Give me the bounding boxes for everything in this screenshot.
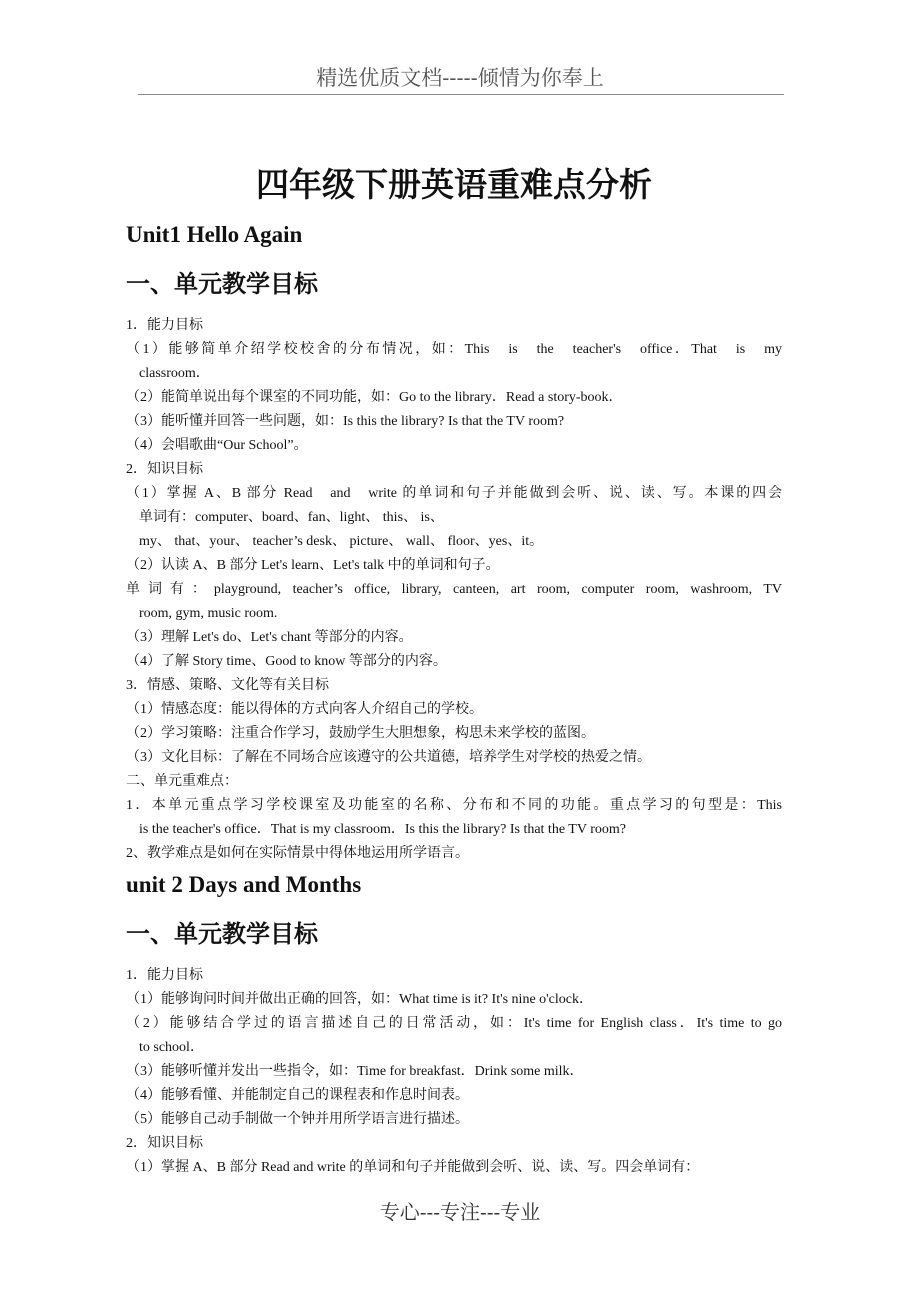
list-item: （1）能够简单介绍学校校舍的分布情况，如：This is the teacher's office．That is my [126,342,782,357]
list-item: 单词有：computer、board、fan、light、 this、 is、 [139,510,444,525]
list-item: （5）能够自己动手制做一个钟并用所学语言进行描述。 [126,1112,469,1127]
page-header: 精选优质文档-----倾情为你奉上 [316,66,604,90]
list-item: my、 that、your、 teacher’s desk、 picture、 wall、 floor、yes、it。 [139,534,544,549]
unit2-section-goals: 一、单元教学目标 [126,920,318,948]
list-item: 2、教学难点是如何在实际情景中得体地运用所学语言。 [126,846,469,861]
header-divider [138,94,784,95]
list-item: （3）能听懂并回答一些问题，如：Is this the library? Is that the TV room? [126,414,565,429]
document-body [126,160,782,1180]
list-item: （2）认读 A、B 部分 Let's learn、Let's talk 中的单词和句子。 [126,558,500,573]
unit1-ability-title: 1．能力目标 [126,318,203,333]
unit1-section-key-points: 二、单元重难点： [126,774,238,789]
list-item: （1）掌握 A、B 部分 Read and write 的单词和句子并能做到会听、说、读、写。四会单词有： [126,1160,700,1175]
list-item: （4）会唱歌曲“Our School”。 [126,438,308,453]
list-item: （1）情感态度：能以得体的方式向客人介绍自己的学校。 [126,702,483,717]
list-item: room, gym, music room. [139,606,278,621]
unit1-section-goals: 一、单元教学目标 [126,270,318,298]
document-title: 四年级下册英语重难点分析 [256,165,652,204]
unit1-knowledge-title: 2．知识目标 [126,462,203,477]
list-item: （1）掌握 A、B 部分 Read and write 的单词和句子并能做到会听、说、读、写。本课的四会 [126,486,782,501]
unit2-knowledge-title: 2．知识目标 [126,1136,203,1151]
list-item: （2）学习策略：注重合作学习，鼓励学生大胆想象，构思未来学校的蓝图。 [126,726,595,741]
list-item: to school． [139,1040,204,1055]
list-item: （2）能够结合学过的语言描述自己的日常活动，如：It's time for English class．It's time to go [126,1016,782,1031]
unit2-ability-title: 1．能力目标 [126,968,203,983]
unit2-heading: unit 2 Days and Months [126,872,362,897]
list-item: is the teacher's office．That is my classroom．Is this the library? Is that the TV room? [139,822,626,837]
list-item: （3）文化目标：了解在不同场合应该遵守的公共道德，培养学生对学校的热爱之情。 [126,750,651,765]
list-item: classroom． [139,366,210,381]
list-item: （4）能够看懂、并能制定自己的课程表和作息时间表。 [126,1088,469,1103]
list-item: （1）能够询问时间并做出正确的回答，如：What time is it? It's nine o'clock． [126,992,593,1007]
list-item: 单词有：playground, teacher’s office, library, canteen, art room, computer room, washroom, TV [126,582,782,597]
list-item: （3）理解 Let's do、Let's chant 等部分的内容。 [126,630,413,645]
unit1-heading: Unit1 Hello Again [126,222,303,247]
page-footer: 专心---专注---专业 [379,1200,541,1224]
list-item: 1．本单元重点学习学校课室及功能室的名称、分布和不同的功能。重点学习的句型是：This [126,798,782,813]
list-item: （3）能够听懂并发出一些指令，如：Time for breakfast．Drink some milk． [126,1064,584,1079]
list-item: （2）能简单说出每个课室的不同功能，如：Go to the library．Read a story-book． [126,390,623,405]
list-item: （4）了解 Story time、Good to know 等部分的内容。 [126,654,447,669]
unit1-emotion-title: 3．情感、策略、文化等有关目标 [126,678,329,693]
